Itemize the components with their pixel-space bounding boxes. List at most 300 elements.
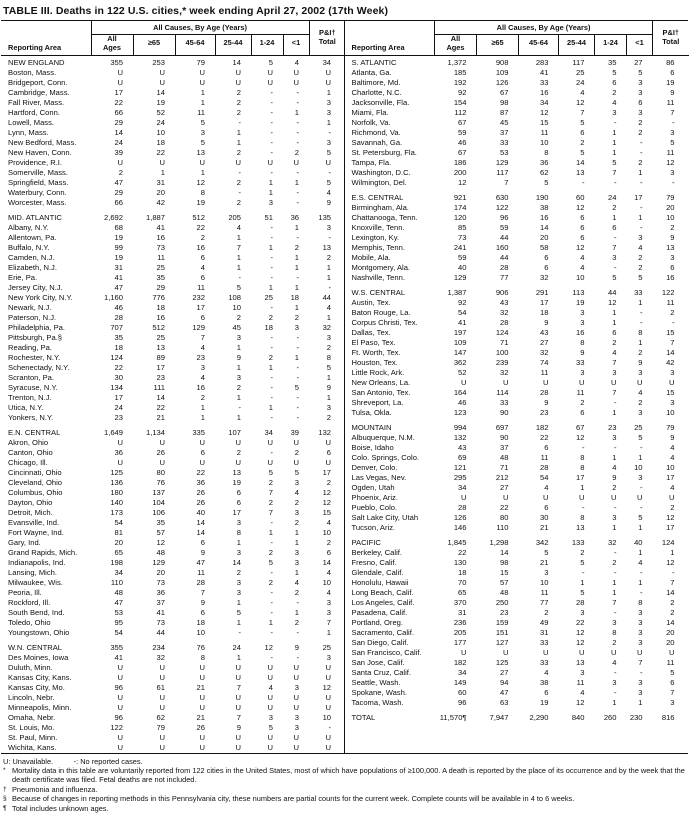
value-cell: 2 [236,177,241,187]
value-cell: 253 [152,57,165,67]
section-row [345,188,689,203]
value-cell: 25 [576,67,585,77]
value-cell: 2 [236,87,241,97]
table-row [345,348,689,358]
value-cell: - [296,392,300,402]
value-cell: 2 [326,252,332,262]
value-cell: 122 [495,202,509,212]
value-cell: 2 [670,607,675,617]
value-cell: - [613,567,617,577]
value-cell: 1 [580,577,585,587]
city-name: Albuquerque, N.M. [351,432,415,442]
table-row [345,263,689,273]
value-cell: 12 [666,157,675,167]
value-cell: 7,947 [489,712,509,722]
value-cell: U [199,67,205,77]
city-name: Washington, D.C. [351,167,411,177]
city-name: Philadelphia, Pa. [8,322,65,332]
value-cell: 1 [612,127,617,137]
value-cell: 8 [580,452,585,462]
table-row [345,408,689,418]
table-row [1,498,345,508]
table-row [1,323,345,333]
value-cell: 3 [580,317,585,327]
value-cell: 31 [156,177,165,187]
value-cell: - [581,567,585,577]
value-cell: 23 [196,352,205,362]
deaths-table [1,20,688,754]
value-cell: 2 [612,87,617,97]
value-cell: 5 [580,587,585,597]
value-cell: 25 [264,292,273,302]
value-cell: - [296,372,300,382]
value-cell: 18 [156,137,165,147]
value-cell: 192 [453,77,467,87]
value-cell: 151 [495,627,509,637]
value-cell: 37 [156,597,165,607]
value-cell: 17 [196,302,205,312]
value-cell: 45 [500,117,509,127]
table-row [1,568,345,578]
value-cell: 77 [540,597,549,607]
value-cell: - [639,502,643,512]
value-cell: 34 [540,97,549,107]
value-cell: - [581,502,585,512]
value-cell: 4 [612,347,617,357]
value-cell: 48 [156,547,165,557]
table-row [1,558,345,568]
table-row [345,688,689,698]
value-cell: 8 [200,652,205,662]
value-cell: 24 [114,137,123,147]
value-cell: 5 [326,362,332,372]
table-row [1,703,345,713]
value-cell: 4 [294,487,300,497]
value-cell: - [270,137,273,147]
city-name: Salt Lake City, Utah [351,512,419,522]
value-cell: U [199,437,205,447]
value-cell: 9 [200,547,205,557]
value-cell: 1,845 [447,537,467,547]
value-cell: 7 [268,487,273,497]
value-cell: 8 [580,512,585,522]
value-cell: - [671,117,675,127]
table-row [1,468,345,478]
value-cell: 2 [326,412,332,422]
value-cell: 9 [200,597,205,607]
value-cell: 2,692 [103,212,123,222]
footnote: ¶ Total includes unknown ages. [3,803,109,813]
value-cell: U [199,702,205,712]
table-row [1,518,345,528]
value-cell: 16 [196,382,205,392]
value-cell: 79 [666,422,675,432]
value-cell: 1 [268,362,273,372]
column-header-age: ≥65 [133,34,175,55]
value-cell: 59 [458,252,467,262]
value-cell: U [579,377,585,387]
value-cell: 2 [200,232,205,242]
table-row [1,343,345,353]
value-cell: - [270,447,273,457]
value-cell: 6 [580,222,585,232]
value-cell: - [296,87,300,97]
table-row [1,663,345,673]
value-cell: 2 [268,547,273,557]
value-cell: 1 [268,617,273,627]
value-cell: 2 [268,477,273,487]
table-row [345,493,689,503]
value-cell: 51 [264,212,273,222]
value-cell: 1,649 [103,427,123,437]
value-cell: 2 [118,167,123,177]
value-cell: 47 [114,597,123,607]
value-cell: 67 [576,422,585,432]
value-cell: - [328,232,332,242]
city-name: Montgomery, Ala. [351,262,411,272]
value-cell: 12 [576,202,585,212]
value-cell: 3 [326,97,332,107]
value-cell: 3 [294,322,300,332]
value-cell: - [296,402,300,412]
footnote-list [3,766,688,813]
value-cell: 10 [156,127,165,137]
table-row [345,678,689,688]
value-cell: 1 [638,547,643,557]
value-cell: - [270,567,273,577]
value-cell: 18 [458,567,467,577]
value-cell: 99 [114,242,123,252]
city-name: Santa Cruz, Calif. [351,667,412,677]
city-name: Canton, Ohio [8,447,53,457]
value-cell: U [293,157,300,167]
value-cell: - [671,567,675,577]
value-cell: 8 [326,352,332,362]
value-cell: 47 [196,557,205,567]
value-cell: 4 [638,242,643,252]
value-cell: 29 [114,117,123,127]
value-cell: 41 [114,272,123,282]
value-cell: U [235,672,241,682]
value-cell: 27 [500,482,509,492]
value-cell: 2 [294,242,300,252]
value-cell: 6 [200,607,205,617]
city-name: Detroit, Mich. [8,507,53,517]
value-cell: 32 [500,307,509,317]
value-cell: 1 [612,307,617,317]
value-cell: 16 [156,232,165,242]
value-cell: 232 [192,292,205,302]
value-cell: 13 [576,657,585,667]
value-cell: 7 [670,577,675,587]
city-name: St. Louis, Mo. [8,722,55,732]
city-name: Portland, Oreg. [351,617,403,627]
value-cell: 3 [544,567,549,577]
value-cell: 4 [200,262,205,272]
value-cell: - [270,232,273,242]
value-cell: 2 [236,447,241,457]
city-name: Minneapolis, Minn. [8,702,72,712]
value-cell: U [669,647,675,657]
section-row [345,418,689,433]
table-row [1,68,345,78]
column-header-age: ≥65 [477,34,519,55]
section-row [1,208,345,223]
value-cell: 4 [580,252,585,262]
value-cell: U [159,692,165,702]
value-cell: U [461,377,467,387]
value-cell: 76 [196,642,205,652]
city-name: Newark, N.J. [8,302,52,312]
value-cell: U [325,732,332,742]
city-name: Little Rock, Ark. [351,367,405,377]
value-cell: 6 [200,272,205,282]
section-name: E.N. CENTRAL [8,427,61,437]
value-cell: - [238,167,241,177]
value-cell: 44 [500,232,509,242]
value-cell: 100 [495,347,509,357]
value-cell: 1 [294,252,300,262]
value-cell: - [270,392,273,402]
value-cell: 1 [326,262,332,272]
value-cell: - [270,167,273,177]
value-cell: 4 [670,482,675,492]
value-cell: 1 [268,242,273,252]
value-cell: - [639,307,643,317]
value-cell: 81 [114,527,123,537]
value-cell: - [296,167,300,177]
value-cell: 1 [294,222,300,232]
value-cell: 182 [453,657,467,667]
value-cell: 124 [110,352,123,362]
value-cell: 14 [576,157,585,167]
value-cell: 12 [576,97,585,107]
value-cell: U [117,157,123,167]
table-row [1,243,345,253]
value-cell: 25 [322,642,332,652]
value-cell: 31 [540,627,549,637]
value-cell: 20 [114,537,123,547]
value-cell: 3 [326,652,332,662]
value-cell: 12 [540,107,549,117]
table-row [1,108,345,118]
value-cell: 1 [236,652,241,662]
value-cell: U [325,662,332,672]
value-cell: 21 [540,522,549,532]
value-cell: 9 [326,382,332,392]
value-cell: 22 [458,547,467,557]
value-cell: 122 [110,722,123,732]
city-name: Youngstown, Ohio [8,627,70,637]
value-cell: 36 [156,587,165,597]
value-cell: 54 [114,517,123,527]
value-cell: 840 [571,712,585,722]
value-cell: U [669,377,675,387]
table-row [345,118,689,128]
value-cell: 43 [458,442,467,452]
table-row [345,483,689,493]
table-row [345,463,689,473]
value-cell: 7 [670,687,675,697]
value-cell: 20 [666,637,675,647]
value-cell: 2 [326,477,332,487]
value-cell: U [325,672,332,682]
value-cell: 13 [576,167,585,177]
table-row [345,368,689,378]
value-cell: 58 [540,242,549,252]
value-cell: 2 [612,557,617,567]
value-cell: - [296,362,300,372]
value-cell: 43 [500,297,509,307]
table-row [1,653,345,663]
value-cell: U [235,732,241,742]
value-cell: 1 [236,342,241,352]
value-cell: U [117,702,123,712]
city-name: Tulsa, Okla. [351,407,392,417]
value-cell: 46 [114,302,123,312]
value-cell: 22 [540,432,549,442]
value-cell: 114 [496,387,509,397]
value-cell: U [235,77,241,87]
value-cell: 17 [322,467,332,477]
value-cell: 1 [236,252,241,262]
value-cell: 1 [200,412,205,422]
value-cell: 5 [294,467,300,477]
value-cell: U [267,742,273,752]
value-cell: 3 [294,507,300,517]
value-cell: 5 [236,282,241,292]
value-cell: 5 [580,557,585,567]
value-cell: 46 [458,397,467,407]
value-cell: 1 [670,547,675,557]
value-cell: U [117,77,123,87]
value-cell: 62 [156,712,165,722]
value-cell: 1 [200,402,205,412]
value-cell: 34 [458,667,467,677]
value-cell: 1 [326,87,332,97]
value-cell: 2 [268,312,273,322]
value-cell: 49 [540,617,549,627]
city-name: Lynn, Mass. [8,127,49,137]
table-row [1,683,345,693]
value-cell: 95 [114,617,123,627]
value-cell: 16 [576,327,585,337]
value-cell: 19 [666,77,675,87]
value-cell: - [581,442,585,452]
value-cell: 8 [200,187,205,197]
value-cell: 190 [535,192,549,202]
city-name: Miami, Fla. [351,107,389,117]
value-cell: 1 [236,617,241,627]
value-cell: 2 [268,577,273,587]
value-cell: 11 [540,367,549,377]
value-cell: 117 [572,57,585,67]
value-cell: 25 [156,332,165,342]
value-cell: 21 [540,557,549,567]
legend-line: U: Unavailable. -: No reported cases. [3,756,143,766]
value-cell: 73 [458,232,467,242]
value-cell: 3 [638,87,643,97]
value-cell: 22 [196,222,205,232]
value-cell: 1 [294,262,300,272]
value-cell: 35 [114,332,123,342]
value-cell: 19 [196,197,205,207]
value-cell: 32 [156,652,165,662]
table-row [345,568,689,578]
value-cell: - [296,187,300,197]
value-cell: 14 [322,557,332,567]
value-cell: 79 [196,57,205,67]
value-cell: 20 [156,567,165,577]
city-name: Chicago, Ill. [8,457,48,467]
city-name: Springfield, Mass. [8,177,69,187]
table-row [345,618,689,628]
table-row [1,188,345,198]
city-name: Tacoma, Wash. [351,697,404,707]
city-name: Gary, Ind. [8,537,41,547]
value-cell: U [117,692,123,702]
city-name: San Francisco, Calif. [351,647,422,657]
table-row [345,578,689,588]
table-row [1,393,345,403]
value-cell: 6 [236,487,241,497]
value-cell: 342 [535,537,549,547]
value-cell: 16 [540,87,549,97]
city-name: Baltimore, Md. [351,77,401,87]
value-cell: 12 [576,242,585,252]
table-row [345,298,689,308]
table-row [345,443,689,453]
value-cell: 11 [666,297,675,307]
value-cell: 8 [638,327,643,337]
table-row [345,598,689,608]
city-name: Seattle, Wash. [351,677,401,687]
value-cell: 13 [156,342,165,352]
value-cell: U [199,692,205,702]
table-row [345,388,689,398]
value-cell: 5 [200,117,205,127]
value-cell: 1 [612,147,617,157]
value-cell: 37 [500,442,509,452]
city-name: Ft. Worth, Tex. [351,347,401,357]
value-cell: 28 [458,502,467,512]
value-cell: 5 [612,272,617,282]
value-cell: 3 [200,362,205,372]
table-row [1,363,345,373]
column-header-reporting-area: Reporting Area [1,21,91,55]
value-cell: 108 [228,292,241,302]
value-cell: 230 [629,712,643,722]
value-cell: 1 [580,482,585,492]
city-name: Tucson, Ariz. [351,522,396,532]
value-cell: U [293,437,300,447]
table-row [1,733,345,743]
value-cell: 117 [496,167,509,177]
table-row [1,438,345,448]
value-cell: 1 [638,167,643,177]
value-cell: - [270,97,273,107]
value-cell: - [296,332,300,342]
column-header-age: All Ages [91,34,133,55]
value-cell: U [543,377,549,387]
value-cell: 32 [608,537,617,547]
table-row [345,328,689,338]
value-cell: 22 [156,402,165,412]
value-cell: 1 [612,697,617,707]
city-name: Albany, N.Y. [8,222,49,232]
value-cell: 1 [236,262,241,272]
column-header-age: 25-44 [559,34,595,55]
